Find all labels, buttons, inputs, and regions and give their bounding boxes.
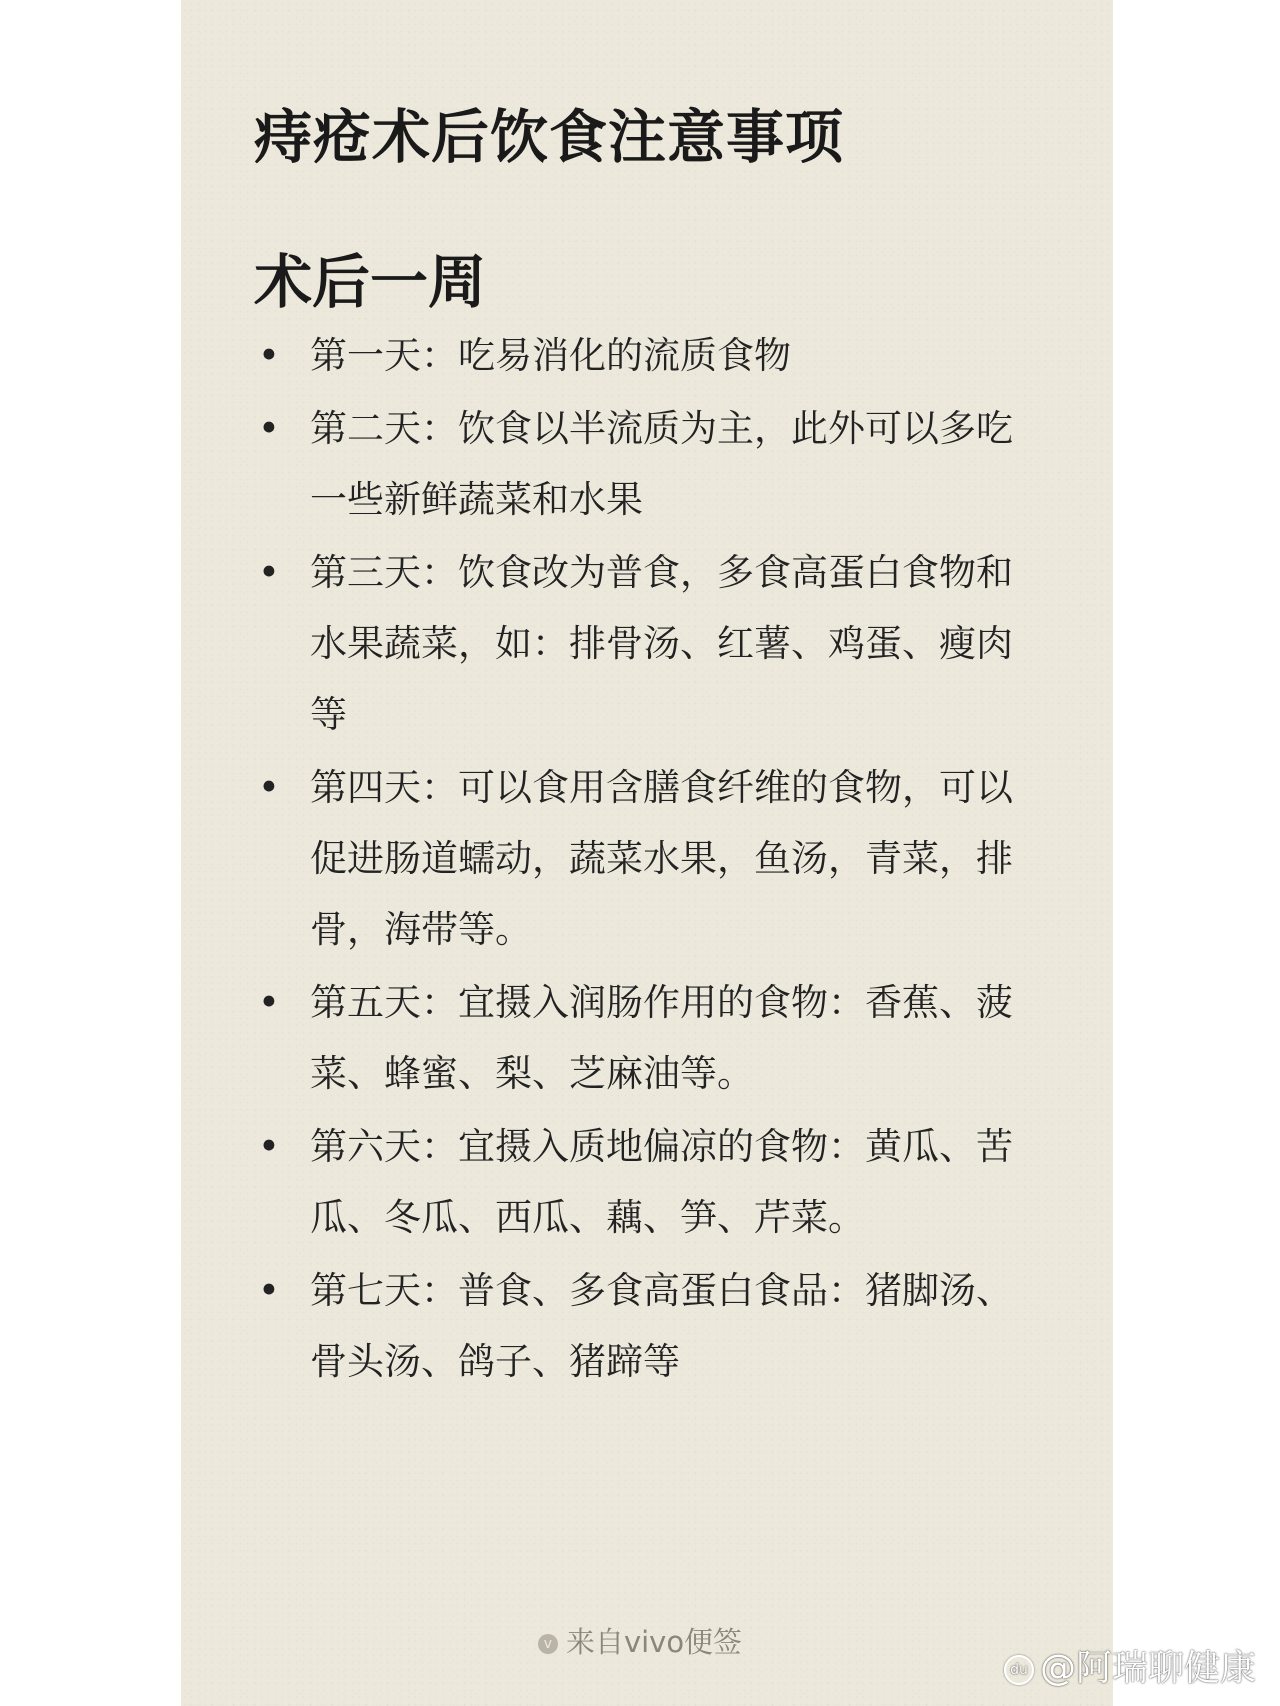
bullet-icon: • [258,551,280,594]
list-item-day-6 [254,1111,1034,1253]
diet-list [254,320,1034,1399]
footer-text: 来自vivo便签 [565,1625,743,1659]
watermark-text: @阿瑞聊健康 [1039,1648,1256,1689]
list-item-day-2 [254,393,1034,535]
watermark [1004,1640,1256,1691]
list-item-day-1 [254,320,1034,391]
list-item-text: 第四天：可以食用含膳食纤维的食物，可以促进肠道蠕动，蔬菜水果，鱼汤，青菜，排骨，海带等。 [310,766,1013,951]
bullet-icon: • [258,407,280,450]
bullet-icon: • [258,334,280,377]
bullet-icon: • [258,1125,280,1168]
list-item-text: 第五天：宜摄入润肠作用的食物：香蕉、菠菜、蜂蜜、梨、芝麻油等。 [310,981,1013,1095]
list-item-text: 第三天：饮食改为普食，多食高蛋白食物和水果蔬菜，如：排骨汤、红薯、鸡蛋、瘦肉等 [310,551,1013,736]
list-item-day-4 [254,752,1034,965]
bullet-icon: • [258,1269,280,1312]
list-item-text: 第一天：吃易消化的流质食物 [310,334,791,377]
list-item-text: 第六天：宜摄入质地偏凉的食物：黄瓜、苦瓜、冬瓜、西瓜、藕、笋、芹菜。 [310,1125,1013,1239]
vivo-circle-icon: v [538,1634,558,1654]
section-heading: 术后一周 [254,248,487,316]
list-item-text: 第七天：普食、多食高蛋白食品：猪脚汤、骨头汤、鸽子、猪蹄等 [310,1269,1013,1383]
bullet-icon: • [258,766,280,809]
list-item-text: 第二天：饮食以半流质为主，此外可以多吃一些新鲜蔬菜和水果 [310,407,1013,521]
bullet-icon: • [258,981,280,1024]
page-title: 痔疮术后饮食注意事项 [254,103,845,171]
list-item-day-5 [254,967,1034,1109]
baidu-paw-icon: du [1004,1655,1034,1685]
list-item-day-3 [254,537,1034,750]
list-item-day-7 [254,1255,1034,1397]
